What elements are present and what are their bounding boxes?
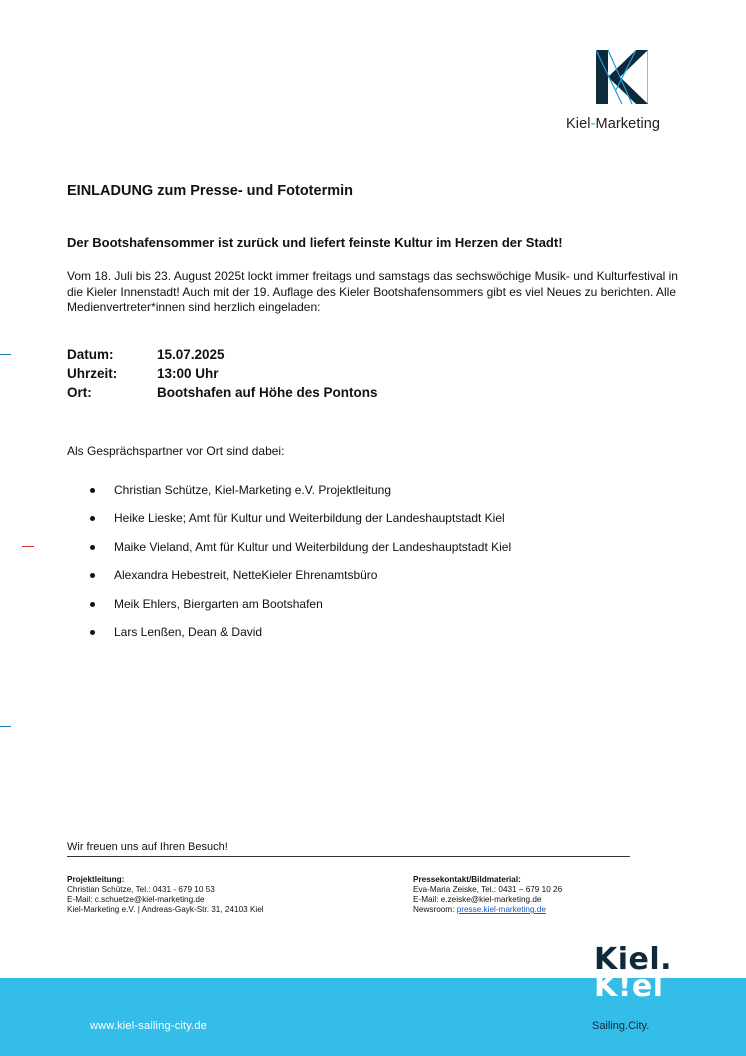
detail-row <box>67 383 378 402</box>
detail-value: 15.07.2025 <box>157 347 225 362</box>
kiel-marketing-logo-icon <box>596 50 648 104</box>
detail-row <box>67 345 378 364</box>
contact-line: E-Mail: c.schuetze@kiel-marketing.de <box>67 895 205 904</box>
list-item: Alexandra Hebestreit, NetteKieler Ehrenamtsbüro <box>90 563 511 591</box>
detail-value: Bootshafen auf Höhe des Pontons <box>157 385 378 400</box>
detail-label: Ort: <box>67 385 92 400</box>
punch-mark <box>22 546 34 547</box>
contact-project-lead <box>67 875 264 915</box>
contact-line: Christian Schütze, Tel.: 0431 - 679 10 53 <box>67 885 215 894</box>
headline: Der Bootshafensommer ist zurück und liefert feinste Kultur im Herzen der Stadt! <box>67 235 563 250</box>
fold-mark <box>0 354 11 355</box>
intro-paragraph: Vom 18. Juli bis 23. August 2025t lockt immer freitags und samstags das sechswöchige Musik- und Kulturfestival in die Kieler Innenstadt! Auch mit der 19. Auflage des Kieler Bootshafensommers gibt es viel Neues zu berichten. Alle Medienvertreter*innen sind herzlich eingeladen: <box>67 269 678 314</box>
contact-heading: Projektleitung: <box>67 875 125 884</box>
partners-intro: Als Gesprächspartner vor Ort sind dabei: <box>67 444 285 458</box>
contact-line: E-Mail: e.zeiske@kiel-marketing.de <box>413 895 542 904</box>
list-item: Christian Schütze, Kiel-Marketing e.V. Projektleitung <box>90 478 511 506</box>
fold-mark <box>0 726 11 727</box>
contact-line <box>413 905 562 915</box>
event-details <box>67 345 378 402</box>
detail-label: Datum: <box>67 347 114 362</box>
closing-line: Wir freuen uns auf Ihren Besuch! <box>67 841 228 853</box>
list-item: Meik Ehlers, Biergarten am Bootshafen <box>90 592 511 620</box>
detail-value: 13:00 Uhr <box>157 366 219 381</box>
detail-row <box>67 364 378 383</box>
list-item: Heike Lieske; Amt für Kultur und Weiterbildung der Landeshauptstadt Kiel <box>90 506 511 534</box>
kiel-logo-line1: Kiel. <box>594 942 673 977</box>
divider <box>67 856 630 857</box>
detail-label: Uhrzeit: <box>67 366 118 381</box>
contact-heading: Pressekontakt/Bildmaterial: <box>413 875 521 884</box>
kiel-tagline: Sailing.City. <box>592 1020 650 1032</box>
newsroom-label: Newsroom: <box>413 905 457 914</box>
partners-list <box>90 478 511 648</box>
contact-line: Kiel-Marketing e.V. | Andreas-Gayk-Str. 31, 24103 Kiel <box>67 905 264 914</box>
list-item: Maike Vieland, Amt für Kultur und Weiterbildung der Landeshauptstadt Kiel <box>90 535 511 563</box>
kiel-logo-line2: K!el <box>594 969 664 1004</box>
contact-press <box>413 875 562 915</box>
document-title: EINLADUNG zum Presse- und Fototermin <box>67 183 353 199</box>
footer-url[interactable]: www.kiel-sailing-city.de <box>90 1020 208 1032</box>
kiel-sailing-city-logo <box>594 942 676 1004</box>
list-item: Lars Lenßen, Dean & David <box>90 620 511 648</box>
logo-wordmark: Kiel-Marketing <box>566 116 661 132</box>
contact-line: Eva-Maria Zeiske, Tel.: 0431 – 679 10 26 <box>413 885 563 894</box>
newsroom-link[interactable]: presse.kiel-marketing.de <box>456 905 546 914</box>
